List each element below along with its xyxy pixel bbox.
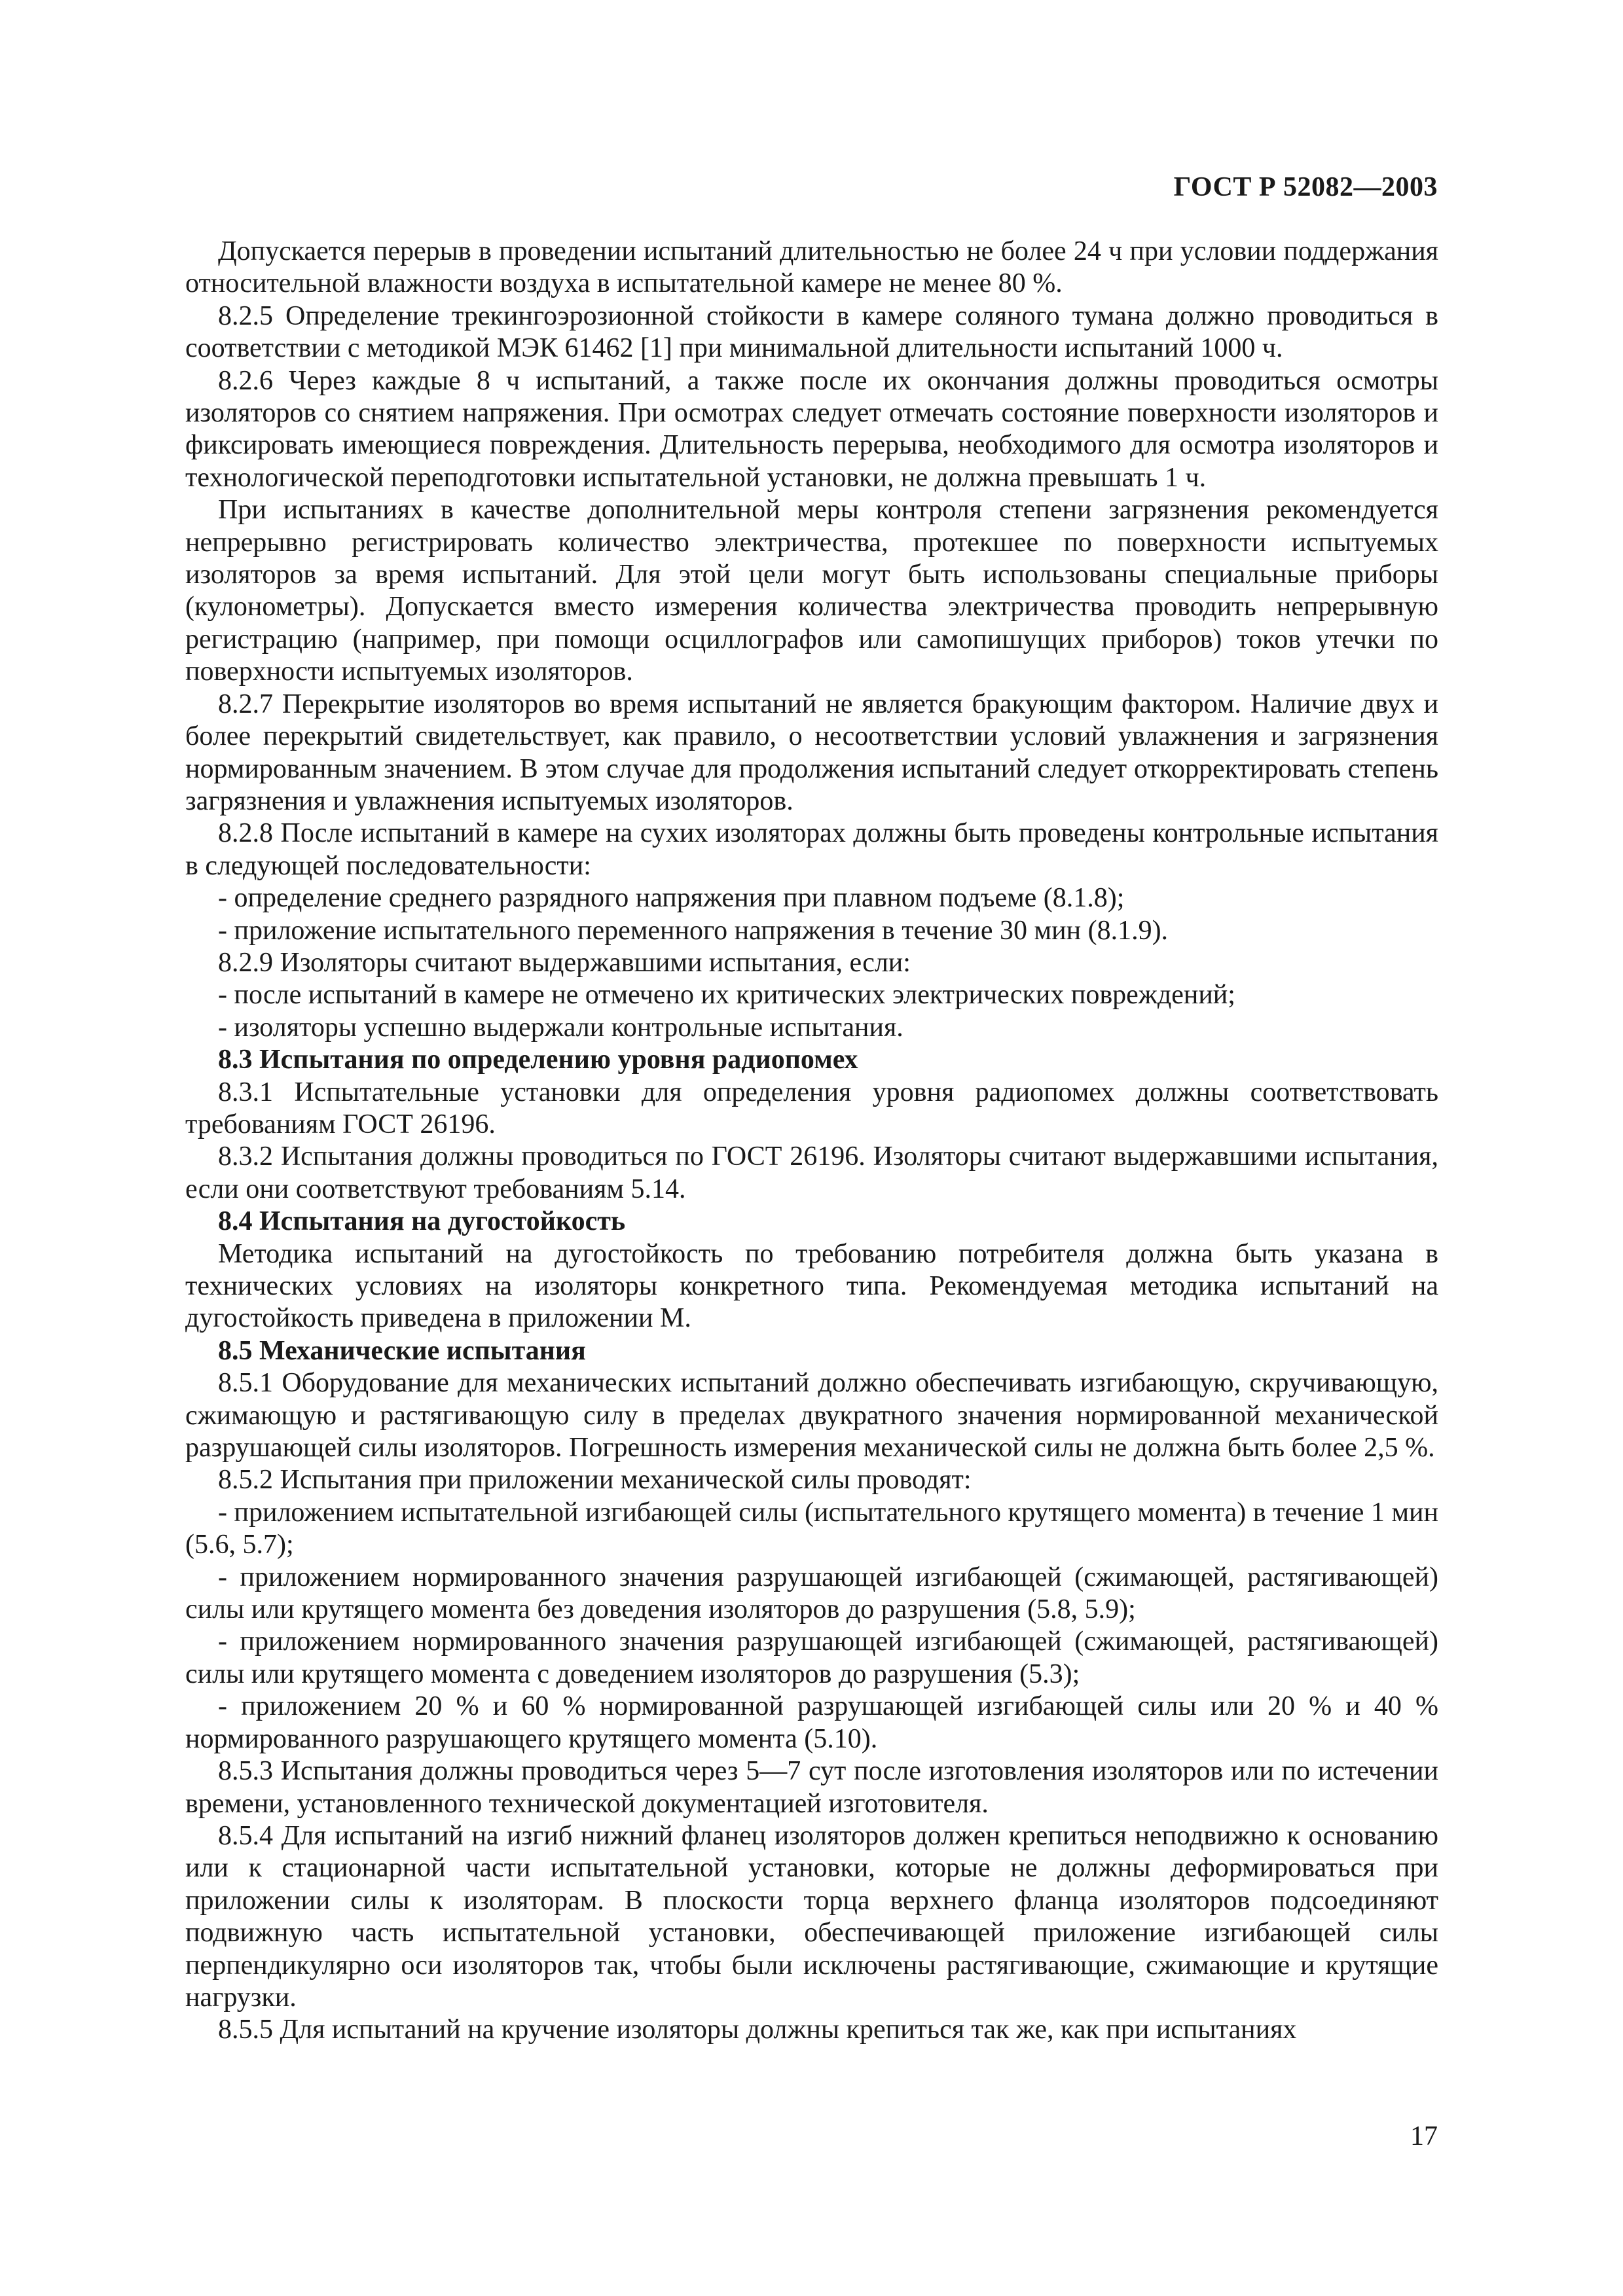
paragraph: 8.3.2 Испытания должны проводиться по ГОСТ 26196. Изоляторы считают выдержавшими испытания, если они соответствуют требованиям 5.14.	[185, 1141, 1438, 1204]
list-item: - приложением нормированного значения разрушающей изгибающей (сжимающей, растягивающей) силы или крутящего момента с доведением изоляторов до разрушения (5.3);	[185, 1626, 1438, 1689]
paragraph: 8.2.9 Изоляторы считают выдержавшими испытания, если:	[218, 947, 911, 978]
list-item: - приложением 20 % и 60 % нормированной разрушающей изгибающей силы или 20 % и 40 % нормированного разрушающего крутящего момента (5.10).	[185, 1691, 1438, 1754]
paragraph: 8.2.5 Определение трекингоэрозионной стойкости в камере соляного тумана должно проводиться в соответствии с методикой МЭК 61462 [1] при минимальной длительности испытаний 1000 ч.	[185, 300, 1438, 364]
paragraph: 8.5.4 Для испытаний на изгиб нижний фланец изоляторов должен крепиться неподвижно к основанию или к стационарной части испытательной установки, которые не должны деформироваться при приложении силы к изоляторам. В плоскости торца верхнего фланца изоляторов подсоединяют подвижную часть испытательной установки, обеспечивающей приложение изгибающей силы перпендикулярно оси изоляторов так, чтобы были исключены растягивающие, сжимающие и крутящие нагрузки.	[185, 1820, 1438, 2013]
document-body	[185, 236, 1438, 2047]
paragraph: 8.5.1 Оборудование для механических испытаний должно обеспечивать изгибающую, скручивающую, сжимающую и растягивающую силу в пределах двукратного значения нормированной механической разрушающей силы изоляторов. Погрешность измерения механической силы не должна быть более 2,5 %.	[185, 1368, 1438, 1463]
paragraph: Допускается перерыв в проведении испытаний длительностью не более 24 ч при условии поддержания относительной влажности воздуха в испытательной камере не менее 80 %.	[185, 236, 1438, 299]
section-heading: 8.4 Испытания на дугостойкость	[218, 1206, 626, 1237]
page-number: 17	[1410, 2121, 1438, 2151]
paragraph: 8.2.8 После испытаний в камере на сухих изоляторах должны быть проведены контрольные испытания в следующей последовательности:	[185, 818, 1438, 881]
paragraph: 8.2.6 Через каждые 8 ч испытаний, а также после их окончания должны проводиться осмотры изоляторов со снятием напряжения. При осмотрах следует отмечать состояние поверхности изоляторов и фиксировать имеющиеся повреждения. Длительность перерыва, необходимого для осмотра изоляторов и технологической переподготовки испытательной установки, не должна превышать 1 ч.	[185, 365, 1438, 493]
paragraph: 8.5.3 Испытания должны проводиться через 5—7 сут после изготовления изоляторов или по истечении времени, установленного технической документацией изготовителя.	[185, 1756, 1438, 1819]
paragraph: 8.3.1 Испытательные установки для определения уровня радиопомех должны соответствовать требованиям ГОСТ 26196.	[185, 1077, 1438, 1139]
document-header: ГОСТ Р 52082—2003	[1173, 172, 1438, 202]
paragraph: 8.5.5 Для испытаний на кручение изоляторы должны крепиться так же, как при испытаниях	[218, 2015, 1297, 2045]
paragraph: 8.5.2 Испытания при приложении механической силы проводят:	[218, 1465, 972, 1496]
paragraph: 8.2.7 Перекрытие изоляторов во время испытаний не является бракующим фактором. Наличие двух и более перекрытий свидетельствует, как правило, о несоответствии условий увлажнения и загрязнения нормированным значением. В этом случае для продолжения испытаний следует откорректировать степень загрязнения и увлажнения испытуемых изоляторов.	[185, 689, 1438, 816]
list-item: - определение среднего разрядного напряжения при плавном подъеме (8.1.8);	[218, 883, 1125, 914]
section-heading: 8.3 Испытания по определению уровня радиопомех	[218, 1045, 858, 1075]
list-item: - приложение испытательного переменного напряжения в течение 30 мин (8.1.9).	[218, 915, 1169, 946]
list-item: - приложением испытательной изгибающей силы (испытательного крутящего момента) в течение 1 мин (5.6, 5.7);	[185, 1497, 1438, 1560]
paragraph: Методика испытаний на дугостойкость по требованию потребителя должна быть указана в технических условиях на изоляторы конкретного типа. Рекомендуемая методика испытаний на дугостойкость приведена в приложении М.	[185, 1238, 1438, 1334]
list-item: - изоляторы успешно выдержали контрольные испытания.	[218, 1012, 903, 1043]
paragraph: При испытаниях в качестве дополнительной меры контроля степени загрязнения рекомендуется непрерывно регистрировать количество электричества, протекшее по поверхности испытуемых изоляторов за время испытаний. Для этой цели могут быть использованы специальные приборы (кулонометры). Допускается вместо измерения количества электричества проводить непрерывную регистрацию (например, при помощи осциллографов или самопишущих приборов) токов утечки по поверхности испытуемых изоляторов.	[185, 495, 1438, 687]
section-heading: 8.5 Механические испытания	[218, 1335, 586, 1366]
list-item: - приложением нормированного значения разрушающей изгибающей (сжимающей, растягивающей) силы или крутящего момента без доведения изоляторов до разрушения (5.8, 5.9);	[185, 1562, 1438, 1625]
list-item: - после испытаний в камере не отмечено их критических электрических повреждений;	[218, 980, 1235, 1011]
